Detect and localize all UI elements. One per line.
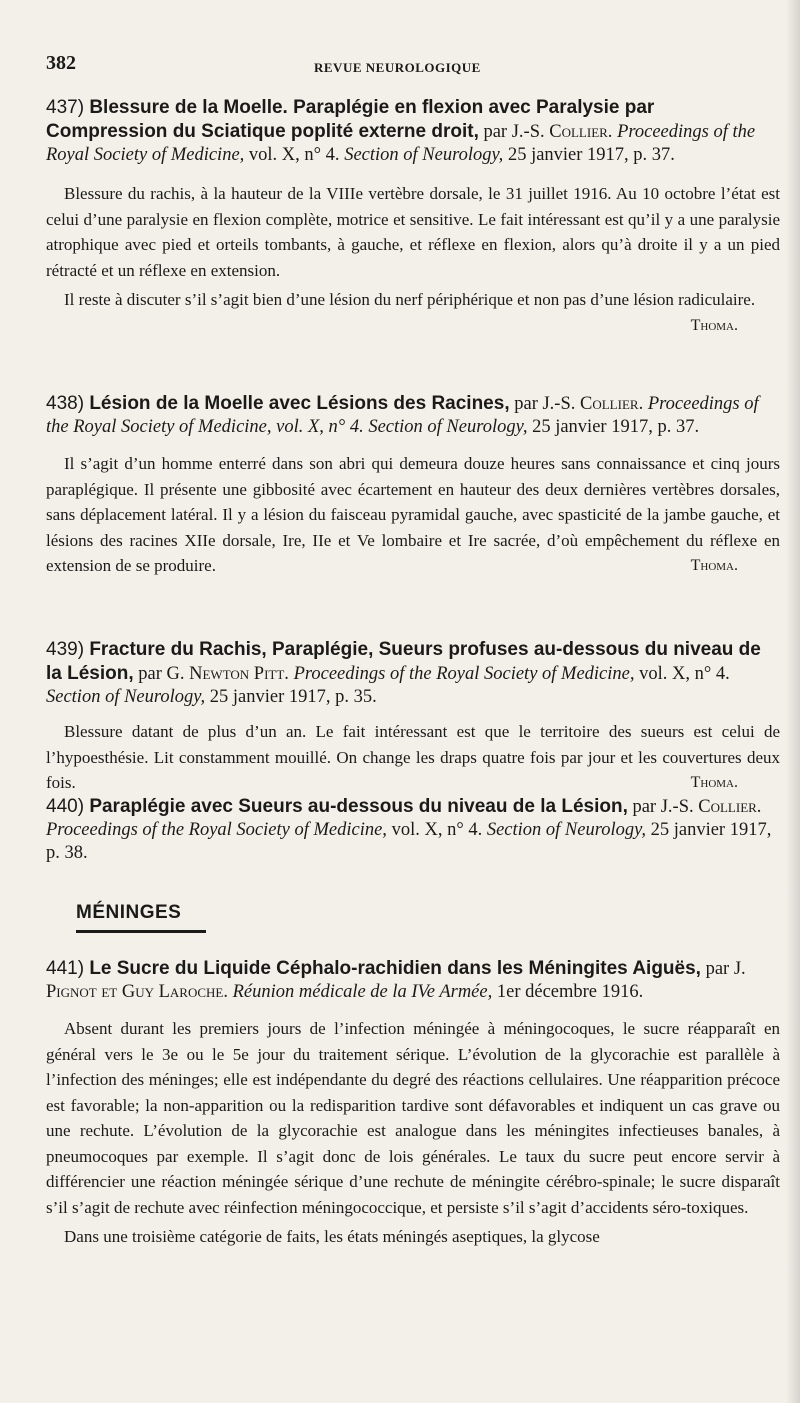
abstract-by: par G. (138, 664, 185, 684)
abstract-paragraph: Blessure du rachis, à la hauteur de la VIIIe vertèbre dorsale, le 31 juillet 1916. Au 10 octobre l’état est celui d’une paralysie en flexion complète, motrice et sensitive. Le fait intéressant est qu’il y a une paralysie atrophique avec pied et orteils tombants, à gauche, et réflexe en flexion, alors qu’à droite il y a un pied rétracté et un réflexe en extension. (46, 184, 780, 280)
abstract-by: par J.-S. (632, 797, 694, 817)
abstract-ref: vol. X, n° 4. (276, 417, 364, 437)
abstract-ref: vol. X, n° 4. (639, 664, 730, 684)
abstract-number: 439) (46, 639, 85, 660)
abstract-body (46, 719, 780, 796)
page-number: 382 (46, 52, 76, 74)
abstract-title: Lésion de la Moelle avec Lésions des Racines, (89, 393, 510, 414)
abstract-journal: Proceedings of the Royal Society of Medicine, (293, 664, 635, 684)
abstract-heading (46, 638, 780, 709)
abstract-number: 440) (46, 796, 85, 817)
abstract-number: 437) (46, 97, 85, 118)
abstract-paragraph: Blessure datant de plus d’un an. Le fait intéressant est que le territoire des sueurs est celui de l’hypoesthésie. Lit constamment mouillé. On change les draps quatre fois par jour et les couvertures deux fois. Thoma. (46, 719, 780, 796)
abstract-journal: Proceedings of the Royal Society of Medicine, (46, 820, 387, 840)
abstract-section: Section of Neurology, (344, 145, 504, 165)
abstract-441 (46, 957, 780, 1250)
abstract-ref: vol. X, n° 4. (391, 820, 483, 840)
abstract-437 (46, 96, 780, 338)
abstract-section: Section of Neurology, (46, 687, 206, 707)
page-edge-shadow (786, 0, 800, 1403)
abstract-ref: vol. X, n° 4. (248, 145, 340, 165)
abstract-paragraph: Il s’agit d’un homme enterré dans son abri qui demeura douze heures sans connaissance et cinq jours paraplégique. Il présente une gibbosité avec écartement en hauteur des deux dernières vertèbres dorsales, sans déplacement latéral. Il y a lésion du faisceau pyramidal gauche, avec spasticité de la jambe gauche, et lésions des racines XIIe dorsale, Ire, IIe et Ve lombaire et Ire sacrée, d’où empêchement du réflexe en extension de se produire. Thoma. (46, 451, 780, 579)
abstract-journal: Proceedings of the Royal Society of Medicine, (46, 122, 756, 165)
abstract-439 (46, 638, 780, 796)
abstract-body (46, 1016, 780, 1250)
abstract-438 (46, 392, 780, 579)
abstract-number: 438) (46, 393, 85, 414)
abstract-heading (46, 795, 780, 865)
abstract-date: 25 janvier 1917, p. 35. (209, 687, 377, 707)
abstract-heading (46, 957, 780, 1004)
abstract-date: 1er décembre 1916. (496, 982, 644, 1002)
abstract-author: Collier. (580, 394, 644, 414)
page-header (46, 48, 780, 82)
abstract-title: Fracture du Rachis, Paraplégie, Sueurs profuses au-dessous du niveau de la Lésion, (46, 639, 761, 684)
abstract-title: Blessure de la Moelle. Paraplégie en flexion avec Paralysie par Compression du Sciatique poplité externe droit, (46, 97, 655, 142)
abstract-section: Section of Neurology, (486, 820, 646, 840)
abstract-journal: Réunion médicale de la IVe Armée, (232, 982, 493, 1002)
abstract-by: par J.-S. (514, 394, 576, 414)
abstract-signature: Thoma. (690, 774, 738, 791)
abstract-by: par J. (705, 959, 746, 979)
abstract-signature: Thoma. (690, 557, 738, 574)
abstract-body (46, 181, 780, 334)
abstract-heading (46, 392, 780, 439)
abstract-journal: Proceedings of the Royal Society of Medicine, (46, 394, 759, 437)
abstract-date: 25 janvier 1917, p. 37. (507, 145, 675, 165)
abstract-author: Collier. (549, 122, 613, 142)
abstract-heading (46, 96, 780, 167)
abstract-paragraph: Dans une troisième catégorie de faits, les états méningés aseptiques, la glycose (64, 1227, 600, 1246)
abstract-date: 25 janvier 1917, p. 37. (532, 417, 700, 437)
abstract-author: Collier. (698, 797, 762, 817)
running-title: REVUE NEUROLOGIQUE (314, 60, 481, 75)
abstract-number: 441) (46, 958, 85, 979)
abstract-author: Pignot et Guy Laroche. (46, 982, 228, 1002)
abstract-body (46, 451, 780, 579)
abstract-by: par J.-S. (483, 122, 545, 142)
abstract-paragraph: Absent durant les premiers jours de l’infection méningée à méningocoques, le sucre réapparaît en général vers le 3e ou le 5e jour du traitement sérique. L’évolution de la glycorachie est parallèle à l’infection des méninges; elle est indépendante du degré des réactions cellulaires. Une réapparition précoce est favorable; la non-apparition ou la redisparition tardive sont défavorables et indiquent un cas grave ou une rechute. L’évolution de la glycorachie est analogue dans les méningites infectieuses banales, à pneumocoques par exemple. Il s’agit donc de lois générales. Le taux du sucre peut encore servir à différencier une réaction méningée sérique d’une rechute de méningite cérébro-spinale; le sucre disparaît s’il s’agit de rechute avec réinfection méningococcique, et persiste s’il s’agit d’accidents séro-toxiques. (46, 1019, 780, 1217)
section-heading: MÉNINGES (76, 902, 182, 923)
abstract-title: Paraplégie avec Sueurs au-dessous du niveau de la Lésion, (89, 796, 628, 817)
abstract-author: Newton Pitt. (189, 664, 289, 684)
abstract-section: Section of Neurology, (368, 417, 528, 437)
section-underline (76, 930, 206, 933)
abstract-title: Le Sucre du Liquide Céphalo-rachidien dans les Méningites Aiguës, (89, 958, 701, 979)
abstract-paragraph: Il reste à discuter s’il s’agit bien d’une lésion du nerf périphérique et non pas d’une lésion radiculaire. Thoma. (46, 287, 780, 313)
abstract-440 (46, 795, 780, 865)
abstract-date: 25 janvier 1917, p. 38. (46, 820, 772, 863)
abstract-signature: Thoma. (690, 316, 738, 334)
